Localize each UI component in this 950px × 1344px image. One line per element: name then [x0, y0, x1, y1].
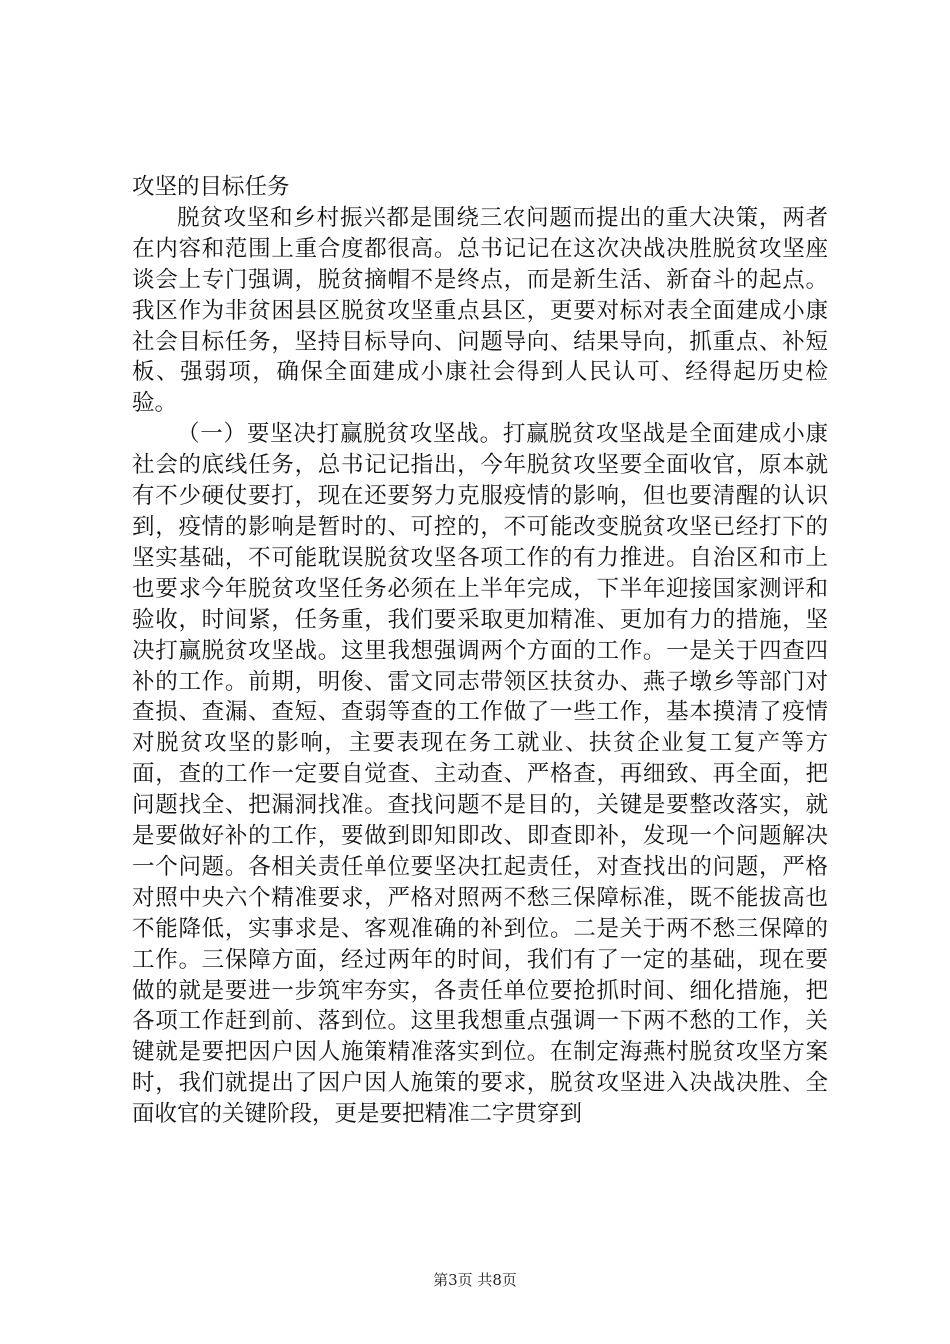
paragraph-rural-revitalization: 脱贫攻坚和乡村振兴都是围绕三农问题而提出的重大决策，两者在内容和范围上重合度都很高。总书记记在这次决战决胜脱贫攻坚座谈会上专门强调，脱贫摘帽不是终点，而是新生活、新奋斗的起点。我区作为非贫困县区脱贫攻坚重点县区，更要对标对表全面建成小康社会目标任务，坚持目标导向、问题导向、结果导向，抓重点、补短板、强弱项，确保全面建成小康社会得到人民认可、经得起历史检验。	[132, 204, 828, 417]
document-body	[132, 172, 828, 1130]
page-number: 第3页 共8页	[433, 1271, 517, 1289]
paragraph-poverty-alleviation: （一）要坚决打赢脱贫攻坚战。打赢脱贫攻坚战是全面建成小康社会的底线任务，总书记记指出，今年脱贫攻坚要全面收官，原本就有不少硬仗要打，现在还要努力克服疫情的影响，但也要清醒的认识到，疫情的影响是暂时的、可控的，不可能改变脱贫攻坚已经打下的坚实基础，不可能耽误脱贫攻坚各项工作的有力推进。自治区和市上也要求今年脱贫攻坚任务必须在上半年完成，下半年迎接国家测评和验收，时间紧，任务重，我们要采取更加精准、更加有力的措施，坚决打赢脱贫攻坚战。这里我想强调两个方面的工作。一是关于四查四补的工作。前期，明俊、雷文同志带领区扶贫办、燕子墩乡等部门对查损、查漏、查短、查弱等查的工作做了一些工作，基本摸清了疫情对脱贫攻坚的影响，主要表现在务工就业、扶贫企业复工复产等方面，查的工作一定要自觉查、主动查、严格查，再细致、再全面，把问题找全、把漏洞找准。查找问题不是目的，关键是要整改落实，就是要做好补的工作，要做到即知即改、即查即补，发现一个问题解决一个问题。各相关责任单位要坚决扛起责任，对查找出的问题，严格对照中央六个精准要求，严格对照两不愁三保障标准，既不能拔高也不能降低，实事求是、客观准确的补到位。二是关于两不愁三保障的工作。三保障方面，经过两年的时间，我们有了一定的基础，现在要做的就是要进一步筑牢夯实，各责任单位要抢抓时间、细化措施，把各项工作赶到前、落到位。这里我想重点强调一下两不愁的工作，关键就是要把因户因人施策精准落实到位。在制定海燕村脱贫攻坚方案时，我们就提出了因户因人施策的要求，脱贫攻坚进入决战决胜、全面收官的关键阶段，更是要把精准二字贯穿到	[132, 421, 828, 1128]
paragraph-continuation: 攻坚的目标任务	[132, 174, 290, 200]
page-footer	[0, 1270, 950, 1290]
